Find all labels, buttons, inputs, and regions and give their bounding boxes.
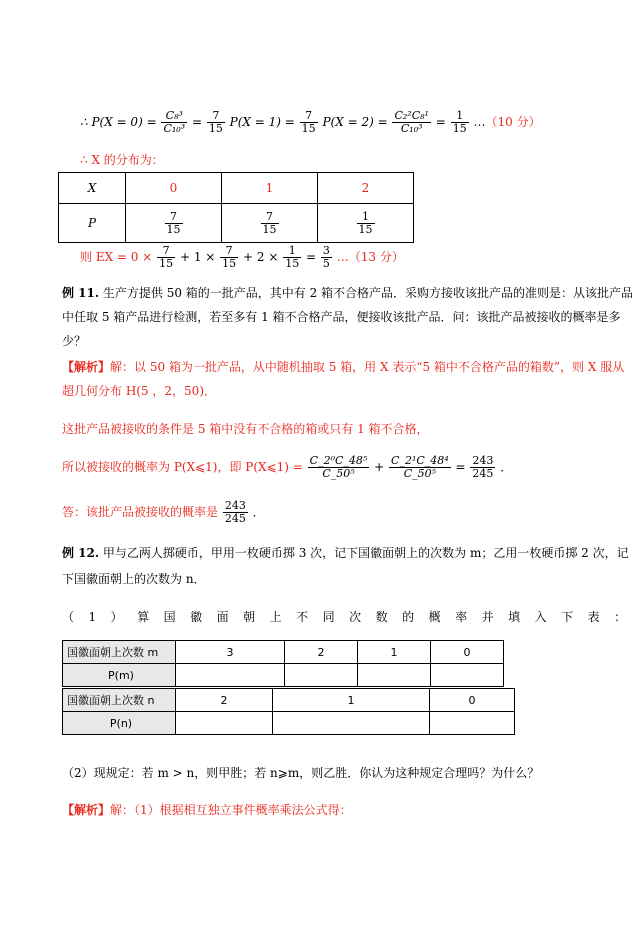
distribution-title: ∴ X 的分布为： xyxy=(80,153,164,167)
question-2: （2）现规定：若 m > n，则甲胜；若 n⩾m，则乙胜．你认为这种规定合理吗？为什么？ xyxy=(62,766,540,780)
table-cell: 1 xyxy=(358,641,431,664)
table-cell: 0 xyxy=(126,173,222,204)
table-cell: 2 xyxy=(285,641,358,664)
table-cell: 0 xyxy=(431,641,504,664)
table-header: P(m) xyxy=(63,664,176,687)
table-cell xyxy=(430,712,515,735)
example-11-line1: 例 11. 生产方提供 50 箱的一批产品，其中有 2 箱不合格产品．采购方接收该批产品的准则是：从该批产品 xyxy=(62,286,634,300)
p2-prefix: P(X = 2) = xyxy=(322,115,388,129)
table-cell: $\frac{7}{15}$ xyxy=(126,204,222,243)
table-cell xyxy=(431,664,504,687)
solution-11-line4: 所以被接收的概率为 P(X⩽1)，即 P(X⩽1) = $\frac{\text{C\_2⁰C\_48⁵}}{\text{C\_50⁵}}$ + $\frac{\text{C\_2¹C\_48⁴}}{\text{C\_50⁵}}$ = $\frac{243}{245}$ ． xyxy=(62,454,513,480)
distribution-table xyxy=(58,172,414,243)
fraction-1-15: $\frac{1}{15}$ xyxy=(452,109,467,135)
table-cell xyxy=(176,712,273,735)
probability-line: ∴ P(X = 0) = $\frac{\text{C₈³}}{\text{C₁₀³}}$ = $\frac{7}{15}$ P(X = 1) = $\frac{7}{15}$ P(X = 2) = $\frac{\text{C₂²C₈¹}}{\text{C₁₀³}}$ = $\frac{1}{15}$ …（10 分） xyxy=(80,109,541,135)
example-11-line2: 中任取 5 箱产品进行检测，若至多有 1 箱不合格产品，便接收该批产品．问：该批产品被接收的概率是多 xyxy=(62,310,621,324)
example-label: 例 11. xyxy=(62,286,100,300)
expectation-line: 则 EX = 0 × $\frac{7}{15}$ + 1 × $\frac{7}{15}$ + 2 × $\frac{1}{15}$ = $\frac{3}{5}$ …（13 分） xyxy=(80,244,404,270)
example-label: 例 12. xyxy=(62,546,100,560)
table-cell: $\frac{7}{15}$ xyxy=(222,204,318,243)
table-cell xyxy=(358,664,431,687)
p1-prefix: P(X = 1) = xyxy=(229,115,295,129)
table-cell xyxy=(273,712,430,735)
solution-11-line3: 这批产品被接收的条件是 5 箱中没有不合格的箱或只有 1 箱不合格， xyxy=(62,422,429,436)
fraction-c83: $\frac{\text{C₈³}}{\text{C₁₀³}}$ xyxy=(163,109,186,135)
example-12-line2: 下国徽面朝上的次数为 n． xyxy=(62,572,206,586)
table-n xyxy=(62,688,515,735)
example-12-line1: 例 12. 甲与乙两人掷硬币，甲用一枚硬币掷 3 次，记下国徽面朝上的次数为 m；乙用一枚硬币掷 2 次，记 xyxy=(62,546,629,560)
table-header: P(n) xyxy=(63,712,176,735)
fraction-7-15: $\frac{7}{15}$ xyxy=(208,109,223,135)
analysis-tag: 【解析】 xyxy=(62,360,111,374)
table-cell xyxy=(176,664,285,687)
solution-12: 【解析】解：（1）根据相互独立事件概率乘法公式得： xyxy=(62,803,352,817)
p0-prefix: ∴ P(X = 0) = xyxy=(80,115,157,129)
question-1: （1）算国徽面朝上不同次数的概率并填入下表： xyxy=(62,610,641,624)
table-cell: $\frac{1}{15}$ xyxy=(318,204,414,243)
table-cell: 1 xyxy=(273,689,430,712)
example-11-line3: 少？ xyxy=(62,334,87,348)
table-cell xyxy=(285,664,358,687)
fraction-7-15: $\frac{7}{15}$ xyxy=(301,109,316,135)
table-header: 国徽面朝上次数 n xyxy=(63,689,176,712)
table-cell: 3 xyxy=(176,641,285,664)
solution-11-line1: 【解析】解：以 50 箱为一批产品，从中随机抽取 5 箱，用 X 表示“5 箱中不合格产品的箱数”，则 X 服从 xyxy=(62,360,625,374)
table-cell: 1 xyxy=(222,173,318,204)
analysis-tag: 【解析】 xyxy=(62,803,111,817)
table-cell: P xyxy=(59,204,126,243)
table-m xyxy=(62,640,504,687)
table-cell: 0 xyxy=(430,689,515,712)
table-cell: 2 xyxy=(318,173,414,204)
fraction-c22c81: $\frac{\text{C₂²C₈¹}}{\text{C₁₀³}}$ xyxy=(394,109,429,135)
answer-11: 答：该批产品被接收的概率是 $\frac{243}{245}$ ． xyxy=(62,499,265,525)
table-cell: 2 xyxy=(176,689,273,712)
solution-11-line2: 超几何分布 H(5 ，2，50)． xyxy=(62,384,216,398)
table-header: 国徽面朝上次数 m xyxy=(63,641,176,664)
score-10: （10 分） xyxy=(485,115,541,129)
table-cell: X xyxy=(59,173,126,204)
